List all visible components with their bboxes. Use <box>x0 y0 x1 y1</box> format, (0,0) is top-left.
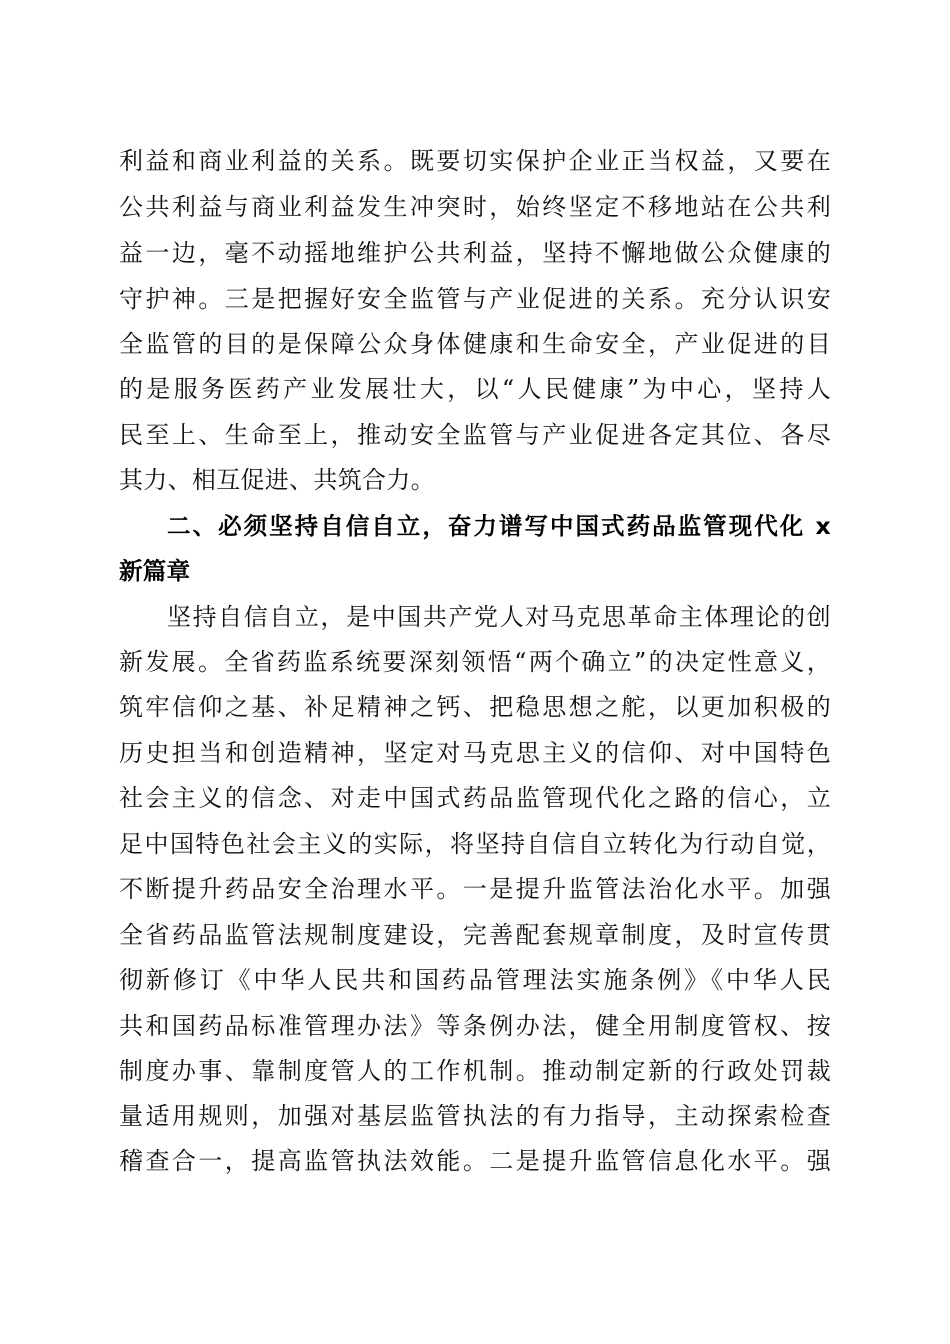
paragraph-2-line-13: 稽查合一，提高监管执法效能。二是提升监管信息化水平。强 <box>119 1147 831 1175</box>
paragraph-2-line-9: 彻新修订《中华人民共和国药品管理法实施条例》《中华人民 <box>119 966 831 994</box>
paragraph-1-line-5: 全监管的目的是保障公众身体健康和生命安全，产业促进的目 <box>119 330 831 358</box>
paragraph-1-line-7: 民至上、生命至上，推动安全监管与产业促进各定其位、各尽 <box>119 421 831 449</box>
paragraph-2-line-6: 足中国特色社会主义的实际，将坚持自信自立转化为行动自觉， <box>119 830 831 858</box>
paragraph-1-line-3: 益一边，毫不动摇地维护公共利益，坚持不懈地做公众健康的 <box>119 239 831 267</box>
paragraph-2-line-3: 筑牢信仰之基、补足精神之钙、把稳思想之舵，以更加积极的 <box>119 693 831 721</box>
paragraph-2-line-7: 不断提升药品安全治理水平。一是提升监管法治化水平。加强 <box>119 875 831 903</box>
paragraph-1-line-6: 的是服务医药产业发展壮大，以“人民健康”为中心，坚持人 <box>119 375 831 403</box>
paragraph-2-line-1: 坚持自信自立，是中国共产党人对马克思革命主体理论的创 <box>167 603 831 631</box>
section-heading-line-1: 二、必须坚持自信自立，奋力谱写中国式药品监管现代化 x <box>167 512 831 540</box>
paragraph-1-line-4: 守护神。三是把握好安全监管与产业促进的关系。充分认识安 <box>119 285 831 313</box>
paragraph-1-line-8: 其力、相互促进、共筑合力。 <box>119 466 435 494</box>
paragraph-2-line-2: 新发展。全省药监系统要深刻领悟“两个确立”的决定性意义， <box>119 648 831 676</box>
paragraph-2-line-10: 共和国药品标准管理办法》等条例办法，健全用制度管权、按 <box>119 1012 831 1040</box>
paragraph-1-line-2: 公共利益与商业利益发生冲突时，始终坚定不移地站在公共利 <box>119 193 831 221</box>
paragraph-1-line-1: 利益和商业利益的关系。既要切实保护企业正当权益，又要在 <box>119 147 831 175</box>
paragraph-2-line-5: 社会主义的信念、对走中国式药品监管现代化之路的信心，立 <box>119 784 831 812</box>
paragraph-2-line-8: 全省药品监管法规制度建设，完善配套规章制度，及时宣传贯 <box>119 921 831 949</box>
paragraph-2-line-12: 量适用规则，加强对基层监管执法的有力指导，主动探索检查 <box>119 1102 831 1130</box>
section-heading-line-2: 新篇章 <box>119 557 191 585</box>
paragraph-2-line-4: 历史担当和创造精神，坚定对马克思主义的信仰、对中国特色 <box>119 739 831 767</box>
paragraph-2-line-11: 制度办事、靠制度管人的工作机制。推动制定新的行政处罚裁 <box>119 1057 831 1085</box>
